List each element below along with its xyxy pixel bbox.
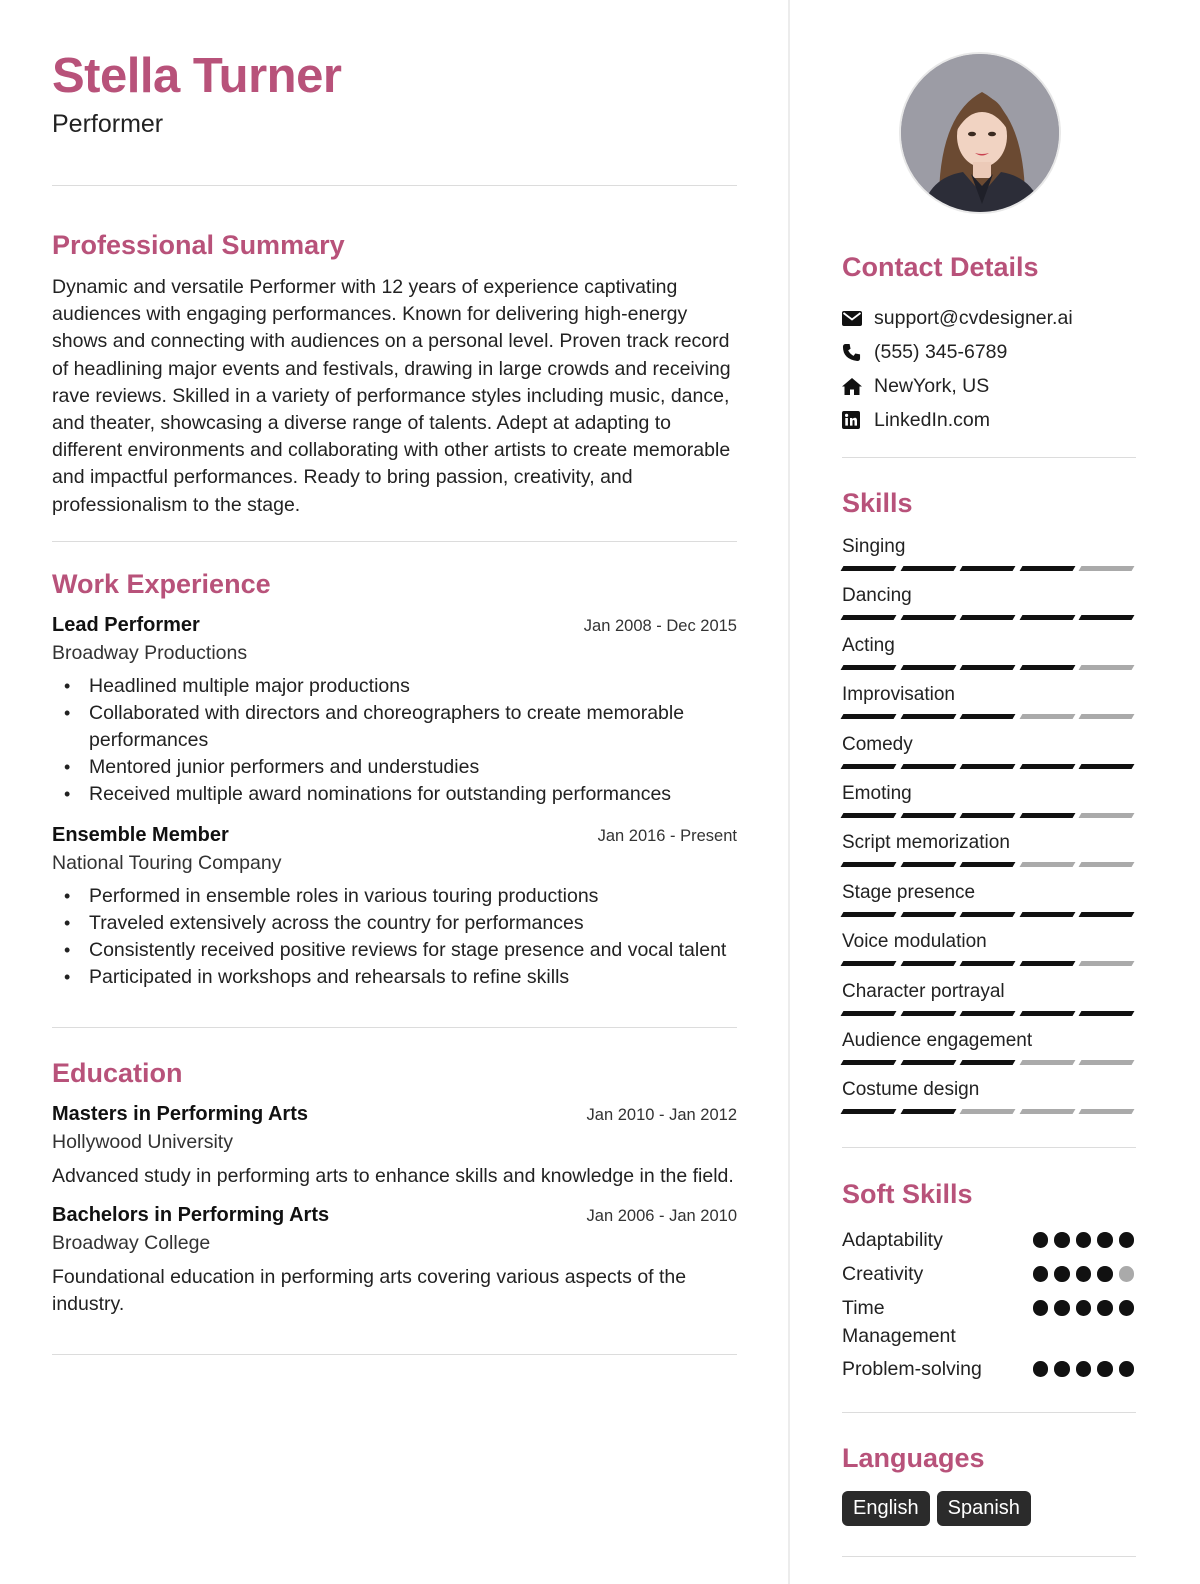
rating-dot [1054, 1232, 1070, 1248]
skill-level-segment [960, 813, 1015, 818]
skill-row [842, 734, 1133, 783]
skill-level-segment [960, 665, 1015, 670]
rating-dot [1033, 1266, 1049, 1282]
skill-level-segment [900, 912, 955, 917]
divider [842, 1412, 1136, 1413]
skill-level-bar [842, 714, 1133, 719]
skill-level-segment [1019, 566, 1074, 571]
soft-skill-rating [1033, 1355, 1135, 1377]
skill-level-segment [900, 1060, 955, 1065]
bullet-item: • Performed in ensemble roles in various touring productions [52, 883, 737, 910]
rating-dot [1076, 1361, 1092, 1377]
skills-list [842, 536, 1133, 1129]
skill-level-segment [900, 813, 955, 818]
skill-level-segment [1019, 714, 1074, 719]
skill-name: Dancing [842, 585, 912, 607]
rating-dot [1097, 1361, 1113, 1377]
job-entry [52, 614, 737, 808]
skill-level-segment [1019, 961, 1074, 966]
rating-dot [1033, 1300, 1049, 1316]
rating-dot [1054, 1300, 1070, 1316]
skill-row [842, 1030, 1133, 1079]
skill-level-segment [1079, 1011, 1134, 1016]
rating-dot [1097, 1300, 1113, 1316]
rating-dot [1119, 1361, 1135, 1377]
skills-title: Skills [842, 488, 913, 518]
skill-level-segment [841, 714, 896, 719]
skill-level-segment [1019, 764, 1074, 769]
job-dates: Jan 2008 - Dec 2015 [583, 616, 737, 635]
divider [842, 1556, 1136, 1557]
skill-row [842, 931, 1133, 980]
school-name: Hollywood University [52, 1130, 233, 1153]
skill-level-segment [841, 1060, 896, 1065]
skill-level-segment [1019, 862, 1074, 867]
skill-level-segment [900, 961, 955, 966]
skill-level-segment [841, 813, 896, 818]
soft-skill-row [842, 1355, 1134, 1389]
divider [842, 1147, 1136, 1148]
job-title: Lead Performer [52, 613, 200, 636]
rating-dot [1076, 1232, 1092, 1248]
rating-dot [1054, 1266, 1070, 1282]
column-divider [788, 0, 790, 1584]
skill-row [842, 882, 1133, 931]
contact-text: (555) 345-6789 [874, 340, 1008, 363]
languages-title: Languages [842, 1443, 985, 1473]
skill-level-segment [900, 764, 955, 769]
skill-name: Character portrayal [842, 980, 1005, 1002]
rating-dot [1119, 1300, 1135, 1316]
contact-list [842, 301, 1136, 437]
education-dates: Jan 2010 - Jan 2012 [586, 1105, 737, 1124]
skill-row [842, 783, 1133, 832]
skill-level-segment [1079, 961, 1134, 966]
skill-level-segment [841, 1109, 896, 1114]
skill-level-segment [841, 764, 896, 769]
degree-title: Bachelors in Performing Arts [52, 1203, 330, 1226]
skill-level-segment [960, 615, 1015, 620]
rating-dot [1097, 1266, 1113, 1282]
skill-level-segment [1019, 1109, 1074, 1114]
bullet-item: • Received multiple award nominations for outstanding performances [52, 781, 737, 808]
skill-level-segment [841, 665, 896, 670]
skill-level-segment [1079, 862, 1134, 867]
language-tag: English [842, 1491, 930, 1526]
skill-level-segment [1079, 1109, 1134, 1114]
contact-title: Contact Details [842, 252, 1039, 282]
candidate-role: Performer [52, 109, 164, 138]
skill-level-segment [1019, 813, 1074, 818]
contact-email[interactable] [842, 301, 1136, 335]
skill-level-segment [1019, 912, 1074, 917]
skill-level-segment [900, 862, 955, 867]
skill-level-bar [842, 566, 1133, 571]
divider [52, 185, 737, 186]
job-dates: Jan 2016 - Present [597, 826, 737, 845]
skill-level-segment [900, 566, 955, 571]
phone-icon [842, 343, 874, 362]
bullet-item: • Traveled extensively across the country for performances [52, 910, 737, 937]
soft-skills-list [842, 1226, 1134, 1389]
skill-level-bar [842, 764, 1133, 769]
skill-level-bar [842, 665, 1133, 670]
soft-skill-name: Creativity [842, 1263, 924, 1285]
work-title: Work Experience [52, 568, 271, 599]
skill-level-segment [841, 566, 896, 571]
main-column [52, 50, 737, 1355]
portrait-illustration [901, 54, 1061, 214]
soft-skill-row [842, 1294, 1134, 1355]
soft-skill-rating [1033, 1260, 1135, 1282]
bullet-item: • Mentored junior performers and understudies [52, 754, 737, 781]
skill-level-segment [1079, 615, 1134, 620]
skill-level-segment [960, 961, 1015, 966]
rating-dot [1097, 1232, 1113, 1248]
soft-skill-name: Adaptability [842, 1229, 943, 1251]
rating-dot [1054, 1361, 1070, 1377]
language-tag: Spanish [937, 1491, 1031, 1526]
envelope-icon [842, 311, 874, 326]
skill-level-segment [841, 961, 896, 966]
skill-level-segment [841, 615, 896, 620]
summary-text: Dynamic and versatile Performer with 12 years of experience captivating audiences with engaging performances. Known for delivering high-energy shows and connecting with audiences on a personal level. Proven track record of headlining major events and festivals, drawing in large crowds and receiving rave reviews. Skilled in a variety of performance styles including music, dance, and theater, showcasing a diverse range of talents. Adept at adapting to different environments and collaborating with other artists to create memorable and impactful performances. Ready to bring passion, creativity, and professionalism to the stage. [52, 275, 731, 516]
skill-name: Comedy [842, 733, 913, 755]
languages-list [842, 1491, 1031, 1526]
skill-level-segment [960, 1109, 1015, 1114]
divider [52, 1354, 737, 1355]
soft-skill-row [842, 1226, 1134, 1260]
skill-level-segment [1079, 813, 1134, 818]
skill-row [842, 684, 1133, 733]
rating-dot [1076, 1300, 1092, 1316]
skill-name: Singing [842, 536, 906, 557]
contact-phone[interactable] [842, 335, 1136, 369]
education-dates: Jan 2006 - Jan 2010 [586, 1206, 737, 1225]
skill-row [842, 832, 1133, 881]
bullet-item: • Headlined multiple major productions [52, 673, 737, 700]
skill-name: Emoting [842, 782, 912, 804]
skill-level-segment [1019, 665, 1074, 670]
skill-row [842, 536, 1133, 585]
rating-dot [1076, 1266, 1092, 1282]
education-entry [52, 1103, 737, 1190]
skill-level-segment [900, 1011, 955, 1016]
skill-row [842, 981, 1133, 1030]
divider [842, 457, 1136, 458]
skill-level-segment [1019, 1060, 1074, 1065]
linkedin-icon [842, 411, 874, 429]
contact-text: support@cvdesigner.ai [874, 306, 1073, 329]
skill-level-segment [1079, 665, 1134, 670]
contact-text: LinkedIn.com [874, 408, 990, 431]
skill-level-bar [842, 862, 1133, 867]
skill-level-segment [960, 764, 1015, 769]
skill-level-segment [1079, 566, 1134, 571]
skill-name: Acting [842, 634, 895, 656]
job-bullets [52, 673, 737, 808]
divider [52, 1027, 737, 1028]
contact-text: NewYork, US [874, 374, 990, 397]
soft-skills-title: Soft Skills [842, 1179, 973, 1209]
summary-title: Professional Summary [52, 229, 345, 260]
skill-level-bar [842, 1011, 1133, 1016]
skill-level-bar [842, 813, 1133, 818]
skill-row [842, 585, 1133, 634]
skill-level-segment [1079, 912, 1134, 917]
skill-level-segment [841, 912, 896, 917]
skill-level-segment [1079, 714, 1134, 719]
skill-level-segment [1019, 615, 1074, 620]
skill-row [842, 1079, 1133, 1128]
skill-name: Improvisation [842, 684, 955, 706]
education-description: Foundational education in performing arts covering various aspects of the industry. [52, 1265, 687, 1316]
skill-level-segment [960, 912, 1015, 917]
skill-level-segment [960, 566, 1015, 571]
soft-skill-rating [1033, 1226, 1135, 1248]
skill-level-segment [960, 714, 1015, 719]
job-company: National Touring Company [52, 851, 282, 874]
avatar [899, 52, 1061, 214]
skill-level-segment [960, 862, 1015, 867]
rating-dot [1119, 1232, 1135, 1248]
skill-name: Stage presence [842, 881, 976, 903]
skill-level-segment [960, 1011, 1015, 1016]
skill-level-bar [842, 961, 1133, 966]
skill-level-segment [841, 862, 896, 867]
contact-linkedin[interactable] [842, 403, 1136, 437]
contact-location [842, 369, 1136, 403]
skill-level-bar [842, 1060, 1133, 1065]
skill-level-segment [900, 714, 955, 719]
soft-skill-rating [1033, 1294, 1135, 1316]
divider [52, 541, 737, 542]
education-title: Education [52, 1057, 183, 1088]
skill-level-bar [842, 912, 1133, 917]
skill-row [842, 635, 1133, 684]
rating-dot [1119, 1266, 1135, 1282]
soft-skill-row [842, 1260, 1134, 1294]
home-icon [842, 378, 874, 395]
skill-level-segment [900, 665, 955, 670]
bullet-item: • Participated in workshops and rehearsals to refine skills [52, 964, 737, 991]
skill-level-segment [900, 615, 955, 620]
rating-dot [1033, 1361, 1049, 1377]
skill-name: Script memorization [842, 832, 1010, 854]
rating-dot [1033, 1232, 1049, 1248]
skill-name: Audience engagement [842, 1029, 1033, 1051]
skill-level-segment [1079, 1060, 1134, 1065]
degree-title: Masters in Performing Arts [52, 1102, 308, 1125]
job-entry [52, 824, 737, 991]
school-name: Broadway College [52, 1231, 211, 1254]
bullet-item: • Collaborated with directors and choreographers to create memorable performances [52, 700, 737, 754]
skill-name: Costume design [842, 1079, 980, 1101]
soft-skill-name: Problem-solving [842, 1358, 982, 1380]
skill-level-bar [842, 615, 1133, 620]
skill-level-segment [960, 1060, 1015, 1065]
bullet-item: • Consistently received positive reviews for stage presence and vocal talent [52, 937, 737, 964]
skill-level-segment [900, 1109, 955, 1114]
skill-level-segment [841, 1011, 896, 1016]
skill-name: Voice modulation [842, 931, 987, 953]
job-title: Ensemble Member [52, 823, 229, 846]
job-bullets [52, 883, 737, 991]
skill-level-bar [842, 1109, 1133, 1114]
candidate-name: Stella Turner [52, 49, 342, 103]
education-description: Advanced study in performing arts to enhance skills and knowledge in the field. [52, 1164, 734, 1187]
skill-level-segment [1079, 764, 1134, 769]
skill-level-segment [1019, 1011, 1074, 1016]
soft-skill-name: Time Management [842, 1297, 956, 1347]
education-entry [52, 1204, 737, 1318]
job-company: Broadway Productions [52, 641, 248, 664]
